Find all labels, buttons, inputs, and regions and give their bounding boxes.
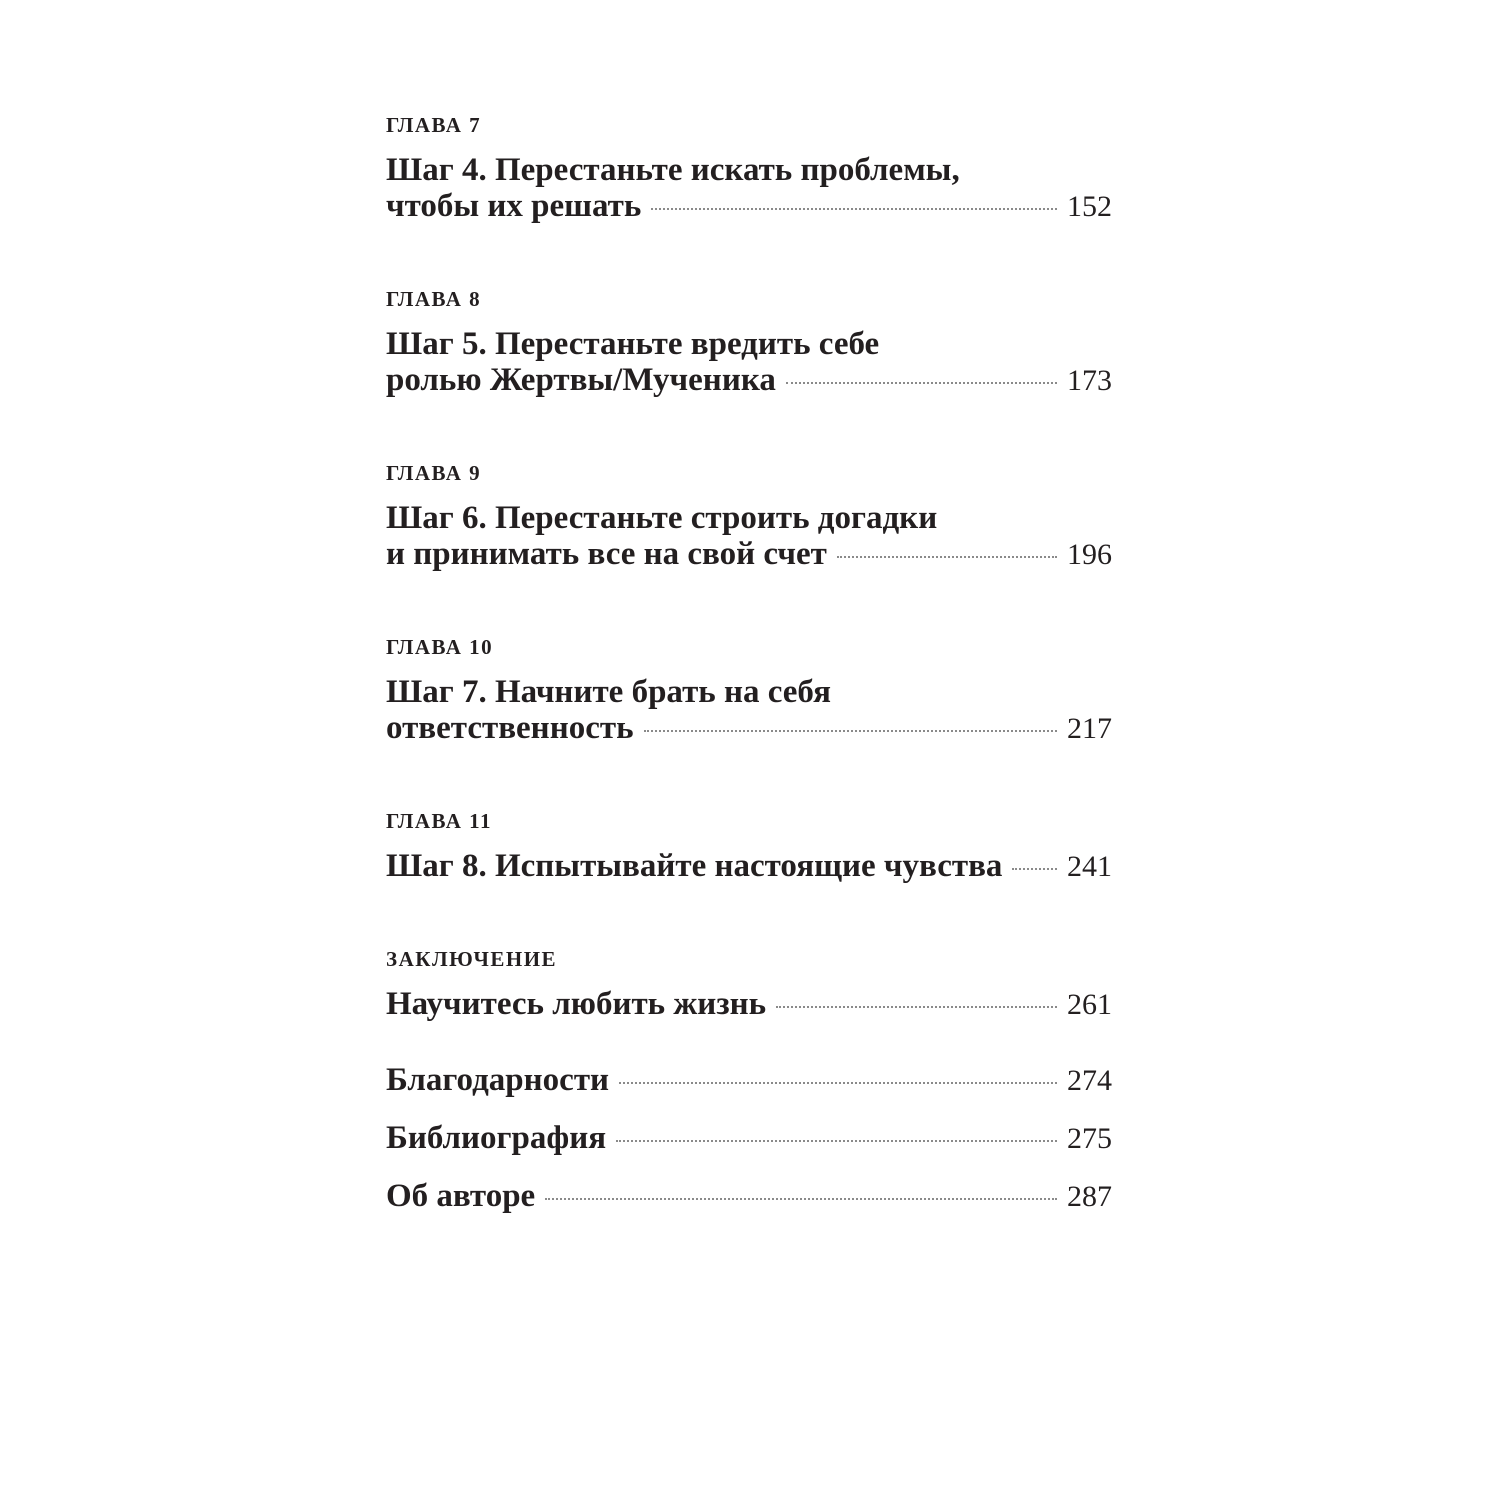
chapter-title-text: Шаг 8. Испытывайте настоящие чувства [386,848,1003,884]
page-number: 287 [1067,1180,1112,1213]
toc-entry-bibliography[interactable] [386,1120,1112,1156]
chapter-title-last-line [386,188,1112,224]
chapter-title-line: Шаг 7. Начните брать на себя [386,674,831,710]
chapter-title-text: чтобы их решать [386,188,642,224]
toc-entry-chapter-9[interactable] [386,456,1112,572]
chapter-label: ГЛАВА 8 [386,287,482,311]
chapter-title-last-line [386,710,1112,746]
chapter-label: ЗАКЛЮЧЕНИЕ [386,947,558,971]
chapter-label: ГЛАВА 11 [386,809,492,833]
page-number: 173 [1067,364,1112,397]
page-number: 261 [1067,988,1112,1021]
dot-leader [776,1006,1057,1008]
dot-leader [837,556,1057,558]
chapter-title-line: Шаг 5. Перестаньте вредить себе [386,326,880,362]
toc-entry-conclusion[interactable] [386,942,1112,1022]
dot-leader [651,208,1057,210]
back-matter-title: Об авторе [386,1178,536,1214]
chapter-title-line: Шаг 6. Перестаньте строить догадки [386,500,938,536]
chapter-label: ГЛАВА 9 [386,461,482,485]
toc-entry-about-author[interactable] [386,1178,1112,1214]
chapter-title-text: ответственность [386,710,634,746]
dot-leader [786,382,1057,384]
chapter-title-text: ролью Жертвы/Мученика [386,362,776,398]
toc-entry-chapter-7[interactable] [386,108,1112,224]
chapter-title-line: Шаг 4. Перестаньте искать проблемы, [386,152,960,188]
chapter-title-last-line [386,986,1112,1022]
page-number: 196 [1067,538,1112,571]
dot-leader [545,1198,1057,1200]
dot-leader [644,730,1057,732]
toc-entry-chapter-11[interactable] [386,804,1112,884]
chapter-title-text: Научитесь любить жизнь [386,986,767,1022]
table-of-contents [386,108,1112,1214]
dot-leader [616,1140,1057,1142]
chapter-title-last-line [386,362,1112,398]
toc-entry-chapter-8[interactable] [386,282,1112,398]
chapter-label: ГЛАВА 7 [386,113,482,137]
page-number: 275 [1067,1122,1112,1155]
chapter-title-text: и принимать все на свой счет [386,536,827,572]
back-matter-line [386,1120,1112,1156]
back-matter-line [386,1062,1112,1098]
page-number: 152 [1067,190,1112,223]
dot-leader [1012,868,1057,870]
back-matter-line [386,1178,1112,1214]
back-matter-title: Библиография [386,1120,607,1156]
page-number: 241 [1067,850,1112,883]
toc-entry-acknowledgements[interactable] [386,1062,1112,1098]
page-number: 217 [1067,712,1112,745]
toc-entry-chapter-10[interactable] [386,630,1112,746]
back-matter-title: Благодарности [386,1062,610,1098]
chapter-label: ГЛАВА 10 [386,635,494,659]
dot-leader [619,1082,1057,1084]
chapter-title-last-line [386,848,1112,884]
chapter-title-last-line [386,536,1112,572]
page-number: 274 [1067,1064,1112,1097]
